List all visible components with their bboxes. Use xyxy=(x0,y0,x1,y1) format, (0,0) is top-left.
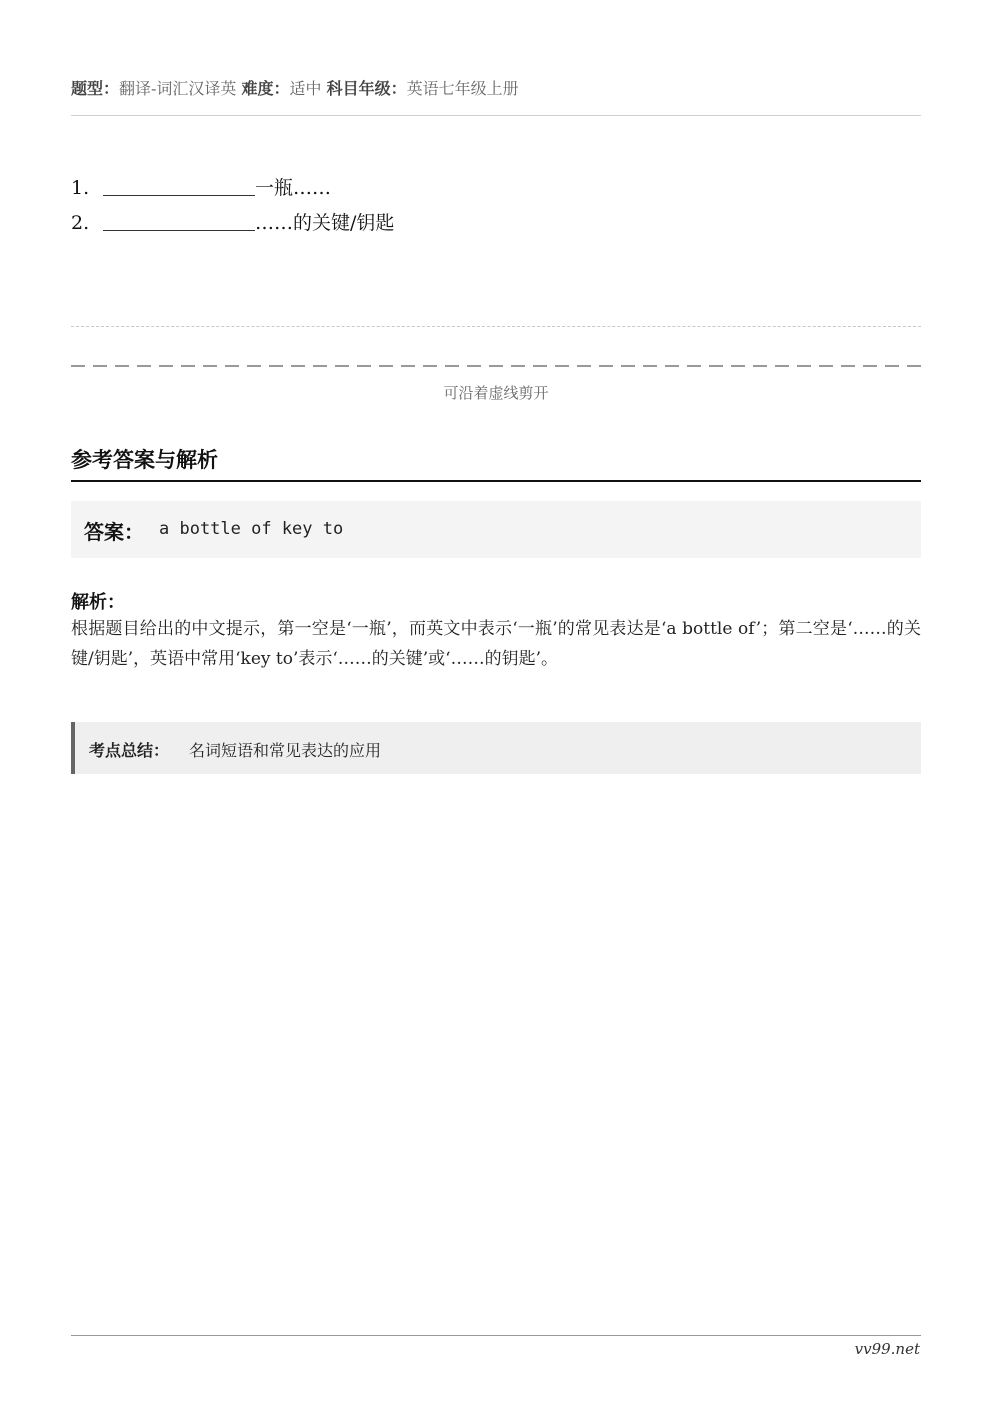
cut-hint: 可沿着虚线剪开 xyxy=(443,384,549,402)
question-list xyxy=(71,172,921,242)
question-item xyxy=(71,207,921,242)
cut-line xyxy=(71,365,921,367)
answer-section-title: 参考答案与解析 xyxy=(71,447,218,472)
answer-blank xyxy=(103,173,255,196)
difficulty-value: 适中 xyxy=(289,79,322,98)
question-number: 1. xyxy=(71,177,90,199)
key-point-box xyxy=(71,722,921,774)
question-number: 2. xyxy=(71,212,90,234)
question-item xyxy=(71,172,921,207)
section-divider xyxy=(71,480,921,482)
subject-value: 英语七年级上册 xyxy=(406,79,519,98)
analysis-text: 根据题目给出的中文提示，第一空是‘一瓶’，而英文中表示‘一瓶’的常见表达是‘a bottle of’；第二空是‘……的关键/钥匙’，英语中常用‘key to’表示‘……的关键’或‘……的钥匙’。 xyxy=(71,619,921,669)
question-text: 一瓶…… xyxy=(255,177,332,199)
answer-label: 答案： xyxy=(84,520,144,544)
meta-divider xyxy=(71,115,921,116)
analysis-label: 解析： xyxy=(71,592,125,613)
type-label: 题型： xyxy=(71,79,120,98)
key-point-label: 考点总结： xyxy=(89,741,170,760)
difficulty-label: 难度： xyxy=(241,79,290,98)
answer-blank xyxy=(103,208,255,231)
subject-label: 科目年级： xyxy=(326,79,407,98)
type-value: 翻译-词汇汉译英 xyxy=(119,79,237,98)
key-point-text: 名词短语和常见表达的应用 xyxy=(189,741,382,760)
light-dashed-divider xyxy=(71,326,921,327)
question-text: ……的关键/钥匙 xyxy=(255,212,395,234)
question-meta xyxy=(71,76,921,99)
answer-box xyxy=(71,501,921,558)
footer-site: vv99.net xyxy=(854,1340,920,1358)
answer-text: a bottle of key to xyxy=(159,519,344,539)
footer-divider xyxy=(71,1335,921,1336)
